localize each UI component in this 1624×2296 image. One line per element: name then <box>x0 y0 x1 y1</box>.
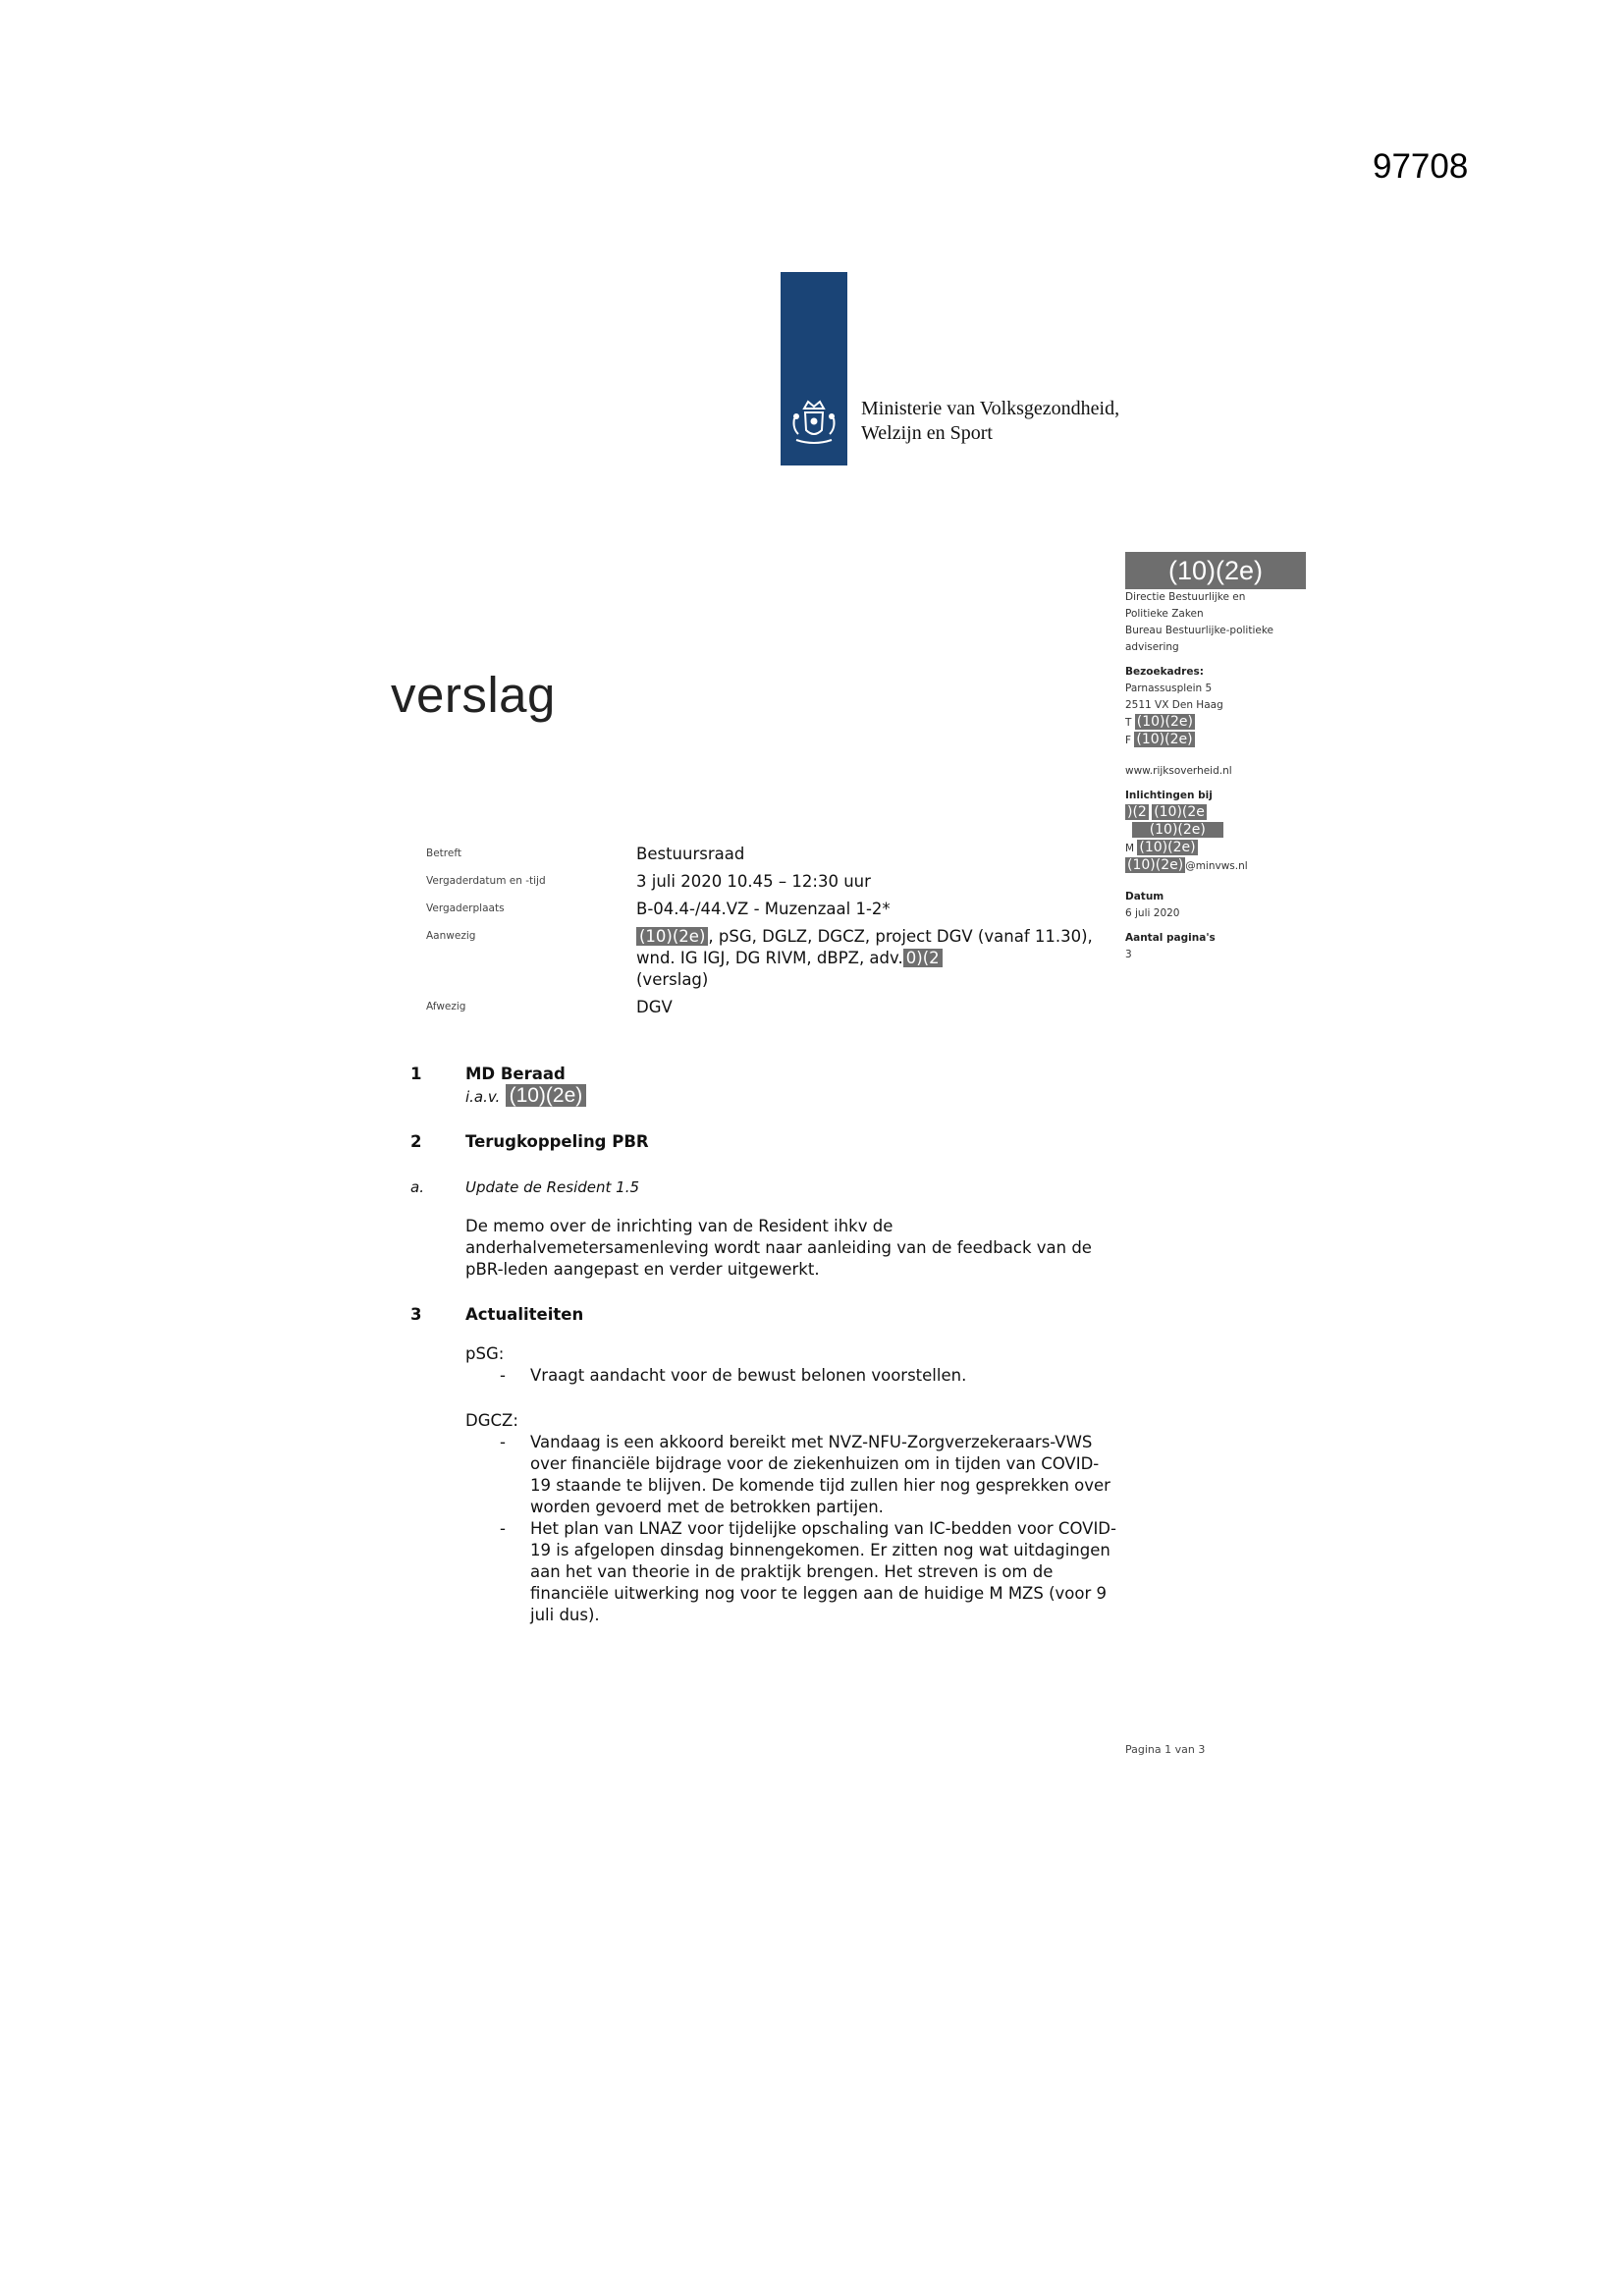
royal-crest-icon <box>788 397 839 450</box>
bullet-item: - Het plan van LNAZ voor tijdelijke opschaling van IC-bedden voor COVID-19 is afgelopen dinsdag binnengekomen. Er zitten nog wat uitdagingen aan het van theorie in de praktijk brengen. Het streven is om de financiële uitwerking nog voor te leggen aan de huidige M MZS (voor 9 juli dus). <box>465 1518 1117 1626</box>
redaction-block: (10)(2e <box>1154 804 1205 820</box>
agenda-item-title: Actualiteiten <box>465 1305 584 1324</box>
agenda-item-number: 2 <box>410 1132 422 1151</box>
agenda-item <box>410 1064 1117 1108</box>
visit-address-line: Parnassusplein 5 <box>1125 683 1213 694</box>
bullet-item: - Vraagt aandacht voor de bewust belonen voorstellen. <box>465 1365 1117 1387</box>
agenda-paragraph: De memo over de inrichting van de Resident ihkv de anderhalvemetersamenleving wordt naar aanleiding van de feedback van de pBR-leden aangepast en verder uitgewerkt. <box>465 1217 1092 1279</box>
website-link[interactable]: www.rijksoverheid.nl <box>1125 765 1232 777</box>
meta-row-present <box>426 926 1133 997</box>
meta-value: B-04.4-/44.VZ - Muzenzaal 1-2* <box>636 900 891 918</box>
meta-label: Vergaderdatum en -tijd <box>426 875 546 887</box>
agenda-subitem-label: a. <box>410 1178 424 1196</box>
fax-line <box>1125 732 1322 749</box>
page-count-value: 3 <box>1125 949 1132 960</box>
attendees-text: (verslag) <box>636 970 709 989</box>
iav-label: i.a.v. <box>465 1088 501 1106</box>
agenda-subitem <box>410 1176 1117 1198</box>
agenda-item-title: MD Beraad <box>465 1065 566 1083</box>
phone-prefix: T <box>1125 717 1132 729</box>
directorate-line: advisering <box>1125 641 1179 653</box>
redaction-block: (10)(2e) <box>506 1084 587 1107</box>
agenda-subitem-title: Update de Resident 1.5 <box>465 1178 640 1196</box>
visit-address-line: 2511 VX Den Haag <box>1125 699 1223 711</box>
meta-value: DGV <box>636 998 673 1016</box>
document-number: 97708 <box>1373 147 1469 186</box>
agenda-item-title: Terugkoppeling PBR <box>465 1132 649 1151</box>
email-line <box>1125 857 1322 875</box>
meeting-meta-table <box>426 844 1133 1024</box>
attendees-text: , pSG, DGLZ, DGCZ, project DGV (vanaf 11.30), wnd. IG IGJ, DG RIVM, dBPZ, adv. <box>636 927 1093 967</box>
page-indicator: Pagina 1 van 3 <box>1125 1743 1206 1756</box>
agenda-item <box>410 1304 1117 1326</box>
speaker-label: DGCZ: <box>465 1411 518 1430</box>
agenda-item-number: 3 <box>410 1305 422 1324</box>
redaction-block: (10)(2e) <box>1125 552 1306 589</box>
meta-row-absent <box>426 997 1133 1024</box>
directorate-line: Politieke Zaken <box>1125 608 1204 620</box>
contact-label: Inlichtingen bij <box>1125 790 1213 801</box>
ministry-logo-bar <box>781 272 847 465</box>
meta-row-datetime <box>426 871 1133 899</box>
redaction-block: (10)(2e) <box>1132 822 1223 838</box>
contact-name-line <box>1125 822 1322 840</box>
bullet-item: - Vandaag is een akkoord bereikt met NVZ-NFU-Zorgverzekeraars-VWS over financiële bijdrage voor de ziekenhuizen om in tijden van COVID-19 staande te blijven. De komende tijd zullen hier nog gesprekken over worden gevoerd met de betrokken partijen. <box>465 1432 1117 1518</box>
meta-label: Afwezig <box>426 1001 466 1012</box>
redaction-block: (10)(2e) <box>1127 857 1184 873</box>
contact-name-line <box>1125 804 1322 822</box>
meta-row-place <box>426 899 1133 926</box>
agenda-item <box>410 1131 1117 1153</box>
redaction-block: )(2 <box>1127 804 1147 820</box>
meta-label: Vergaderplaats <box>426 902 505 914</box>
bullet-list <box>410 1432 1117 1626</box>
redaction-block: (10)(2e) <box>1136 732 1193 747</box>
visit-address-label: Bezoekadres: <box>1125 666 1204 678</box>
agenda-body <box>410 1064 1117 1626</box>
directorate-line: Directie Bestuurlijke en <box>1125 591 1246 603</box>
speaker-label: pSG: <box>465 1344 505 1363</box>
meta-label: Betreft <box>426 847 461 859</box>
page-count-label: Aantal pagina's <box>1125 932 1216 944</box>
date-label: Datum <box>1125 891 1164 902</box>
meta-value: 3 juli 2020 10.45 – 12:30 uur <box>636 872 871 891</box>
directorate-line: Bureau Bestuurlijke-politieke <box>1125 625 1273 636</box>
agenda-item-number: 1 <box>410 1065 422 1083</box>
sidebar-colophon <box>1125 552 1322 963</box>
redaction-block: (10)(2e) <box>1139 840 1196 855</box>
bullet-list <box>410 1365 1117 1387</box>
meta-value <box>636 926 1133 997</box>
redaction-block: 0)(2 <box>903 949 943 967</box>
meta-value: Bestuursraad <box>636 845 745 863</box>
date-value: 6 juli 2020 <box>1125 907 1180 919</box>
redaction-block: (10)(2e) <box>1136 714 1193 730</box>
email-domain: @minvws.nl <box>1185 860 1248 872</box>
phone-line <box>1125 714 1322 732</box>
mobile-prefix: M <box>1125 843 1135 854</box>
mobile-line <box>1125 840 1322 857</box>
redaction-block: (10)(2e) <box>636 927 708 946</box>
agenda-item-note <box>465 1085 1117 1108</box>
meta-label: Aanwezig <box>426 930 476 942</box>
document-type-title: verslag <box>391 667 556 723</box>
fax-prefix: F <box>1125 735 1132 746</box>
meta-row-subject <box>426 844 1133 871</box>
ministry-name: Ministerie van Volksgezondheid, Welzijn en Sport <box>861 398 1120 444</box>
